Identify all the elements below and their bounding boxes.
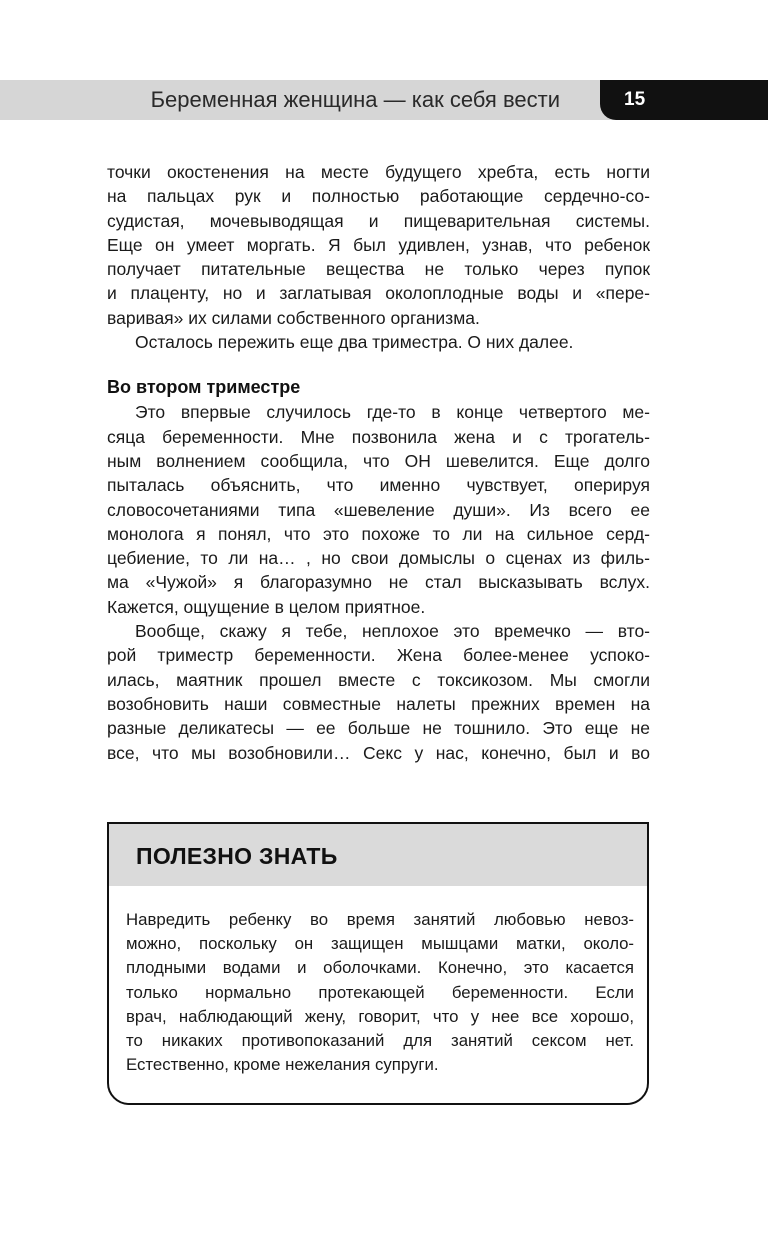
text-line: получает питательные вещества не только через пупок <box>107 259 650 280</box>
paragraph-3 <box>107 400 650 619</box>
paragraph-1 <box>107 160 650 330</box>
text-line: цебиение, то ли на… , но свои домыслы о сценах из филь- <box>107 548 650 569</box>
text-line: ма «Чужой» я благоразумно не стал высказывать вслух. <box>107 572 650 593</box>
text-line: на пальцах рук и полностью работающие сердечно-со- <box>107 186 650 207</box>
main-text <box>107 160 650 765</box>
text-line: можно, поскольку он защищен мышцами матки, околo- <box>126 934 634 954</box>
text-line: илась, маятник прошел вместе с токсикозом. Мы смогли <box>107 669 650 690</box>
text-line: Кажется, ощущение в целом приятное. <box>107 596 426 617</box>
text-line: и плаценту, но и заглатывая околоплодные воды и «пере- <box>107 283 650 304</box>
text-line: врач, наблюдающий жену, говорит, что у нее все хорошо, <box>126 1006 634 1026</box>
text-line: Еще он умеет моргать. Я был удивлен, узнав, что ребенок <box>107 234 650 255</box>
text-line: монолога я понял, что это похоже то ли на сильное серд- <box>107 523 650 544</box>
page-number-tab <box>600 80 768 120</box>
text-line: Навредить ребенку во время занятий любовью невоз- <box>126 910 634 929</box>
text-line: только нормально протекающей беременности. Если <box>126 982 634 1002</box>
text-line: плодными водами и оболочками. Конечно, это касается <box>126 958 634 978</box>
text-line: то никаких противопоказаний для занятий сексом нет. <box>126 1031 634 1051</box>
text-line: сяца беременности. Мне позвонила жена и с трогатель- <box>107 426 650 447</box>
text-line: Это впервые случилось где-то в конце четвертого ме- <box>135 402 650 423</box>
info-box <box>107 822 649 1105</box>
text-line: возобновить наши совместные налеты прежних времен на <box>107 693 650 714</box>
header-title: Беременная женщина — как себя вести <box>150 87 560 112</box>
text-line: пыталась объяснить, что именно чувствует, оперируя <box>107 475 650 496</box>
text-line: точки окостенения на месте будущего хребта, есть ногти <box>107 162 650 182</box>
text-line: рой триместр беременности. Жена более-менее успоко- <box>107 645 650 666</box>
paragraph-4 <box>107 619 650 765</box>
text-line: судистая, мочевыводящая и пищеварительная системы. <box>107 210 650 231</box>
page-number: 15 <box>624 89 646 110</box>
text-line: все, что мы возобновили… Секс у нас, конечно, был и во <box>107 742 650 763</box>
text-line: ным волнением сообщила, что ОН шевелится. Еще долго <box>107 450 650 471</box>
text-line: словосочетаниями типа «шевеление души». Из всего ее <box>107 499 650 520</box>
paragraph-2: Осталось пережить еще два триместра. О них далее. <box>135 332 574 353</box>
section-heading: Во втором триместре <box>107 377 301 398</box>
info-box-header <box>109 824 647 886</box>
text-line: разные деликатесы — ее больше не тошнило. Это еще не <box>107 718 650 739</box>
info-box-body <box>126 908 634 1077</box>
info-box-title: ПОЛЕЗНО ЗНАТЬ <box>136 843 338 869</box>
text-line: Вообще, скажу я тебе, неплохое это времечко — вто- <box>135 621 650 642</box>
text-line: варивая» их силами собственного организма. <box>107 307 480 328</box>
text-line: Естественно, кроме нежелания супруги. <box>126 1055 439 1075</box>
